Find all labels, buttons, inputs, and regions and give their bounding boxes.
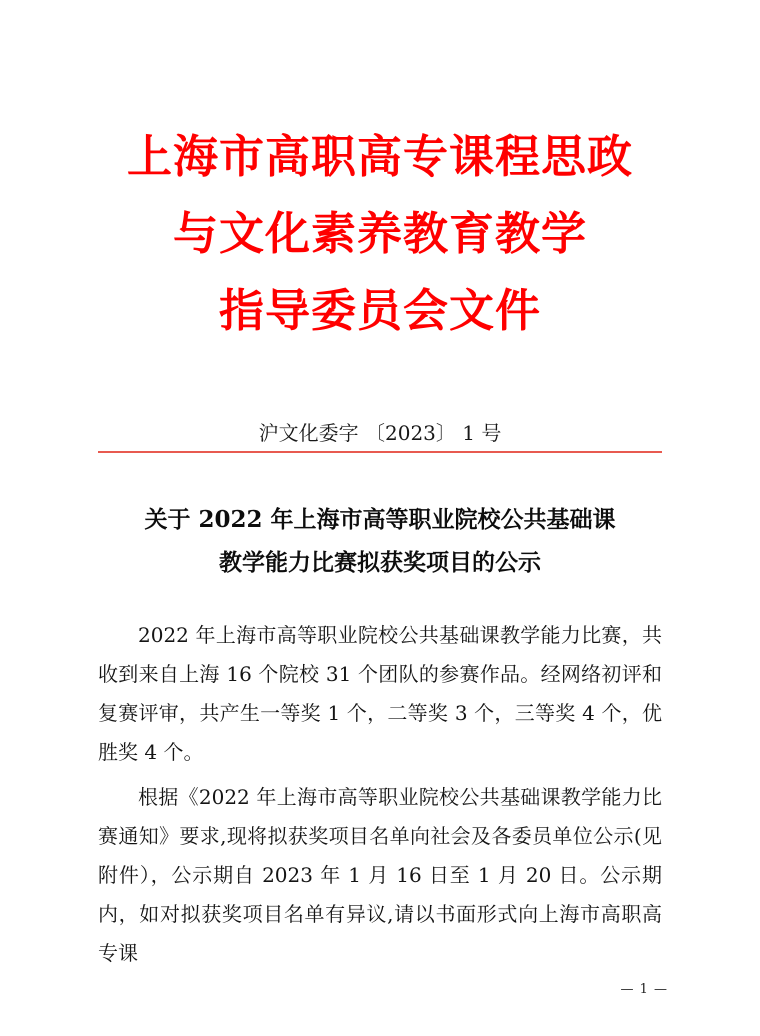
letterhead-title-line-3: 指导委员会文件 [218, 284, 541, 337]
page-number: — 1 — [620, 982, 668, 997]
notice-title-line-2: 教学能力比赛拟获奖项目的公示 [219, 549, 541, 576]
red-divider-rule [98, 451, 662, 453]
body-paragraph-1: 2022 年上海市高等职业院校公共基础课教学能力比赛，共收到来自上海 16 个院校 31 个团队的参赛作品。经网络初评和复赛评审，共产生一等奖 1 个，二等奖 3 个，三等奖 4 个，优胜奖 4 个。 [98, 623, 662, 764]
notice-title-line-1: 关于 2022 年上海市高等职业院校公共基础课 [144, 506, 616, 533]
letterhead-title [0, 118, 760, 349]
notice-title [60, 498, 700, 584]
letterhead-title-line-1: 上海市高职高专课程思政 [126, 130, 633, 183]
notice-body [98, 616, 662, 973]
letterhead-title-line-2: 与文化素养教育教学 [172, 207, 587, 260]
document-reference-number: 沪文化委字 〔2023〕 1 号 [258, 421, 502, 445]
body-paragraph-2: 根据《2022 年上海市高等职业院校公共基础课教学能力比赛通知》要求,现将拟获奖项目名单向社会及各委员单位公示(见附件），公示期自 2023 年 1 月 16 日至 1 月 20 日。公示期内，如对拟获奖项目名单有异议,请以书面形式向上海市高职高专课 [98, 785, 662, 965]
